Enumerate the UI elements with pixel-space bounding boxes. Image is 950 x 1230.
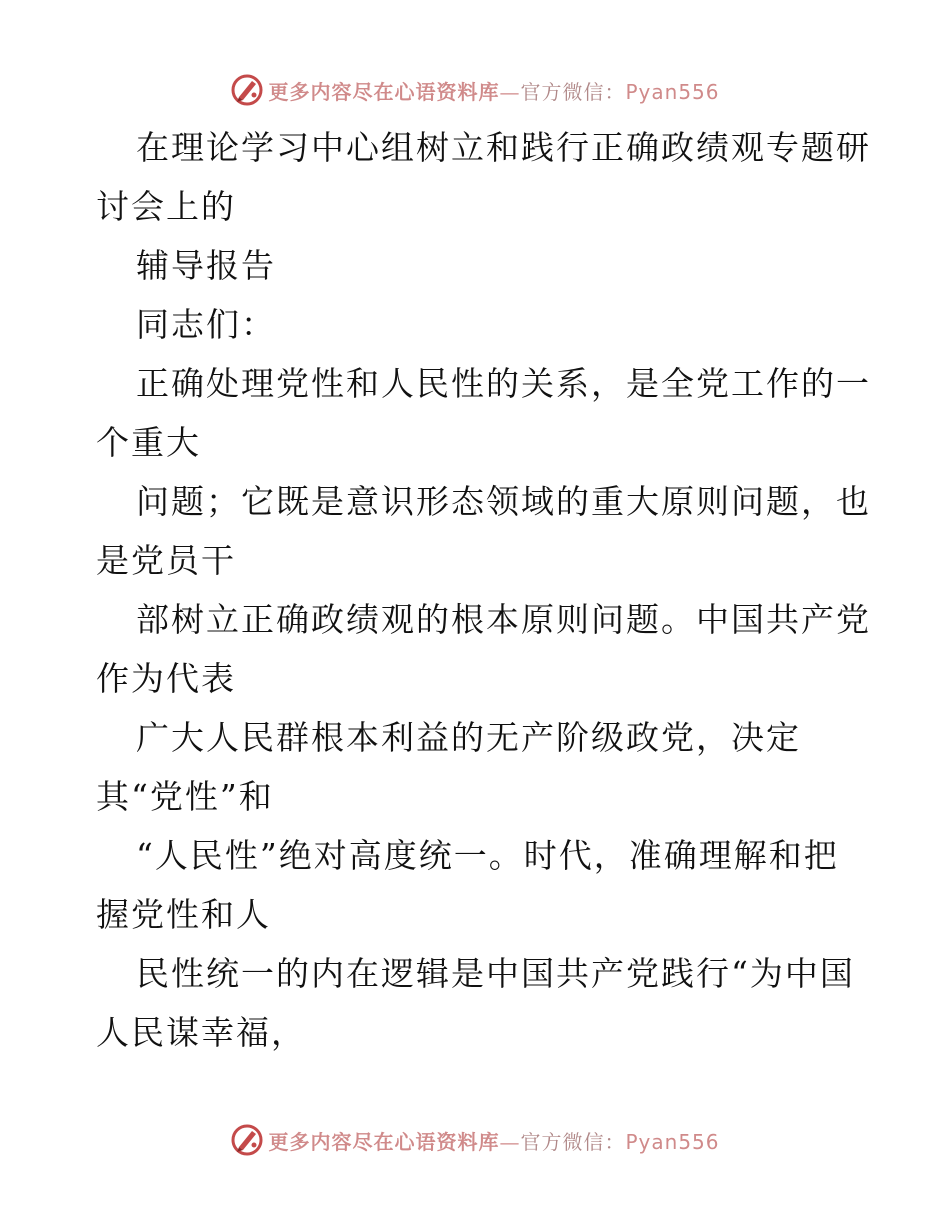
paragraph-line: “人民性”绝对高度统一。时代，准确理解和把 [136, 836, 839, 875]
paragraph-line: 个重大 [96, 423, 201, 462]
watermark-text [268, 1126, 719, 1155]
document-body [96, 118, 871, 1062]
pen-circle-logo-icon [230, 1123, 264, 1157]
paragraph-line: 广大人民群根本利益的无产阶级政党，决定 [136, 718, 801, 757]
subtitle-line: 辅导报告 [136, 246, 276, 285]
paragraph-line: 问题；它既是意识形态领域的重大原则问题，也 [136, 482, 871, 521]
paragraph-line: 人民谋幸福， [96, 1013, 306, 1052]
watermark-wechat-id: Pyan556 [625, 1129, 720, 1154]
watermark-wechat-id: Pyan556 [625, 79, 720, 104]
header-watermark [0, 70, 950, 110]
paragraph-line: 正确处理党性和人民性的关系，是全党工作的一 [136, 364, 871, 403]
paragraph-line: 民性统一的内在逻辑是中国共产党践行“为中国 [136, 954, 855, 993]
watermark-brand: 更多内容尽在心语资料库 [268, 1129, 500, 1154]
paragraph-line: 其“党性”和 [96, 777, 274, 816]
paragraph-line: 部树立正确政绩观的根本原则问题。中国共产党 [136, 600, 871, 639]
watermark-wechat-label: 官方微信： [520, 1129, 626, 1154]
paragraph-line: 作为代表 [96, 659, 236, 698]
watermark-brand: 更多内容尽在心语资料库 [268, 79, 500, 104]
paragraph-line: 是党员干 [96, 541, 236, 580]
paragraph-line: 握党性和人 [96, 895, 271, 934]
pen-circle-logo-icon [230, 73, 264, 107]
title-line-2: 讨会上的 [96, 187, 236, 226]
watermark-text [268, 76, 719, 105]
footer-watermark [0, 1120, 950, 1160]
watermark-separator: — [499, 79, 521, 104]
salutation: 同志们： [136, 305, 276, 344]
title-line-1: 在理论学习中心组树立和践行正确政绩观专题研 [136, 128, 871, 167]
watermark-separator: — [499, 1129, 521, 1154]
watermark-wechat-label: 官方微信： [520, 79, 626, 104]
